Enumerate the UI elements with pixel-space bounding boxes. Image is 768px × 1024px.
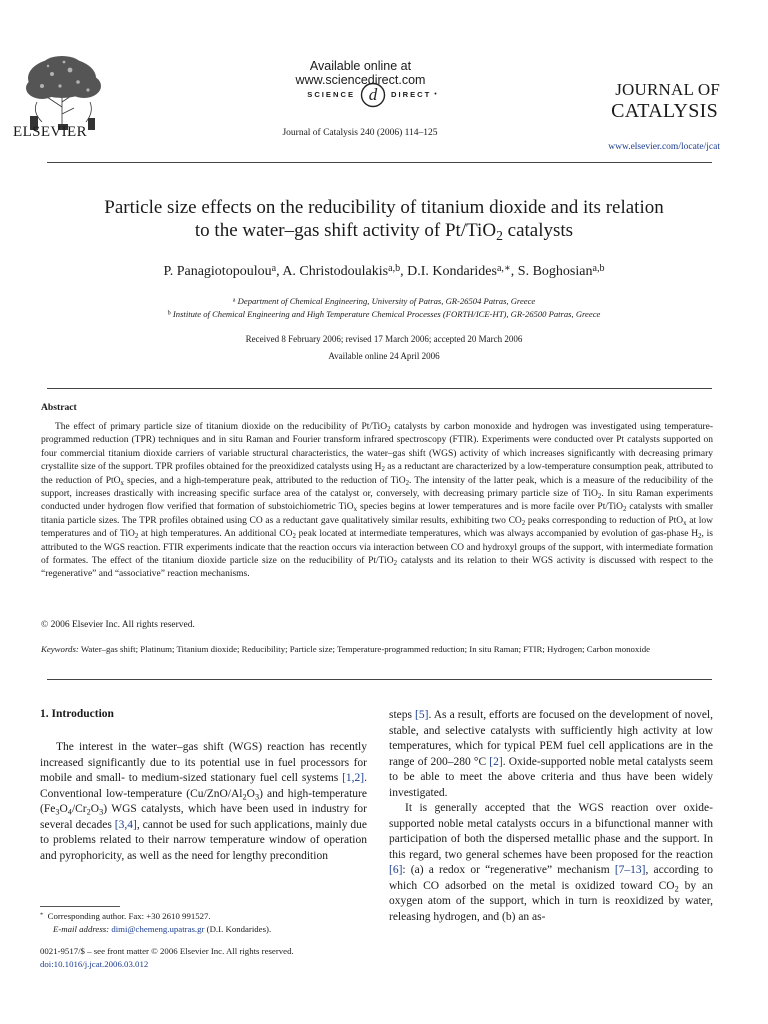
citation-link[interactable]: [1,2] <box>342 772 365 784</box>
title-line2: to the water–gas shift activity of Pt/TiO <box>194 220 497 241</box>
sd-mark: • <box>434 90 437 98</box>
title-rule <box>47 388 712 389</box>
author[interactable]: A. Christodoulakis$^{a,b}$ <box>282 262 401 279</box>
affiliation: $^b$ Institute of Chemical Engineering and High Temperature Chemical Processes (FORTH/ICE-HT), GR-26500 Patras, Greece <box>167 309 601 319</box>
sd-left-word: SCIENCE <box>307 89 356 99</box>
email-line: E-mail address: dimi@chemeng.upatras.gr (D.I. Kondarides). <box>53 923 272 934</box>
citation-link[interactable]: [3,4] <box>114 818 137 831</box>
abstract-paragraph: The effect of primary particle size of titanium dioxide on the reducibility of Pt/TiO$_2$ catalysts by carbon monoxide and hydrogen was investigated using temperature-programmed reduction (TPR) techniques and in situ Raman and Fourier transform infrared spectroscopy (FTIR). Experiments were conducted over Pt catalysts supported on four commercial titanium dioxide carriers of variable structural characteristics, the water–gas shift (WGS) activity of which increases significantly with decreasing primary crystallite size of the support. TPR profiles obtained for the preoxidized catalysts using $H_2$ as a reductant are characterized by a low-temperature consumption peak, attributed to the reduction of PtO$_x$ species, and a high-temperature peak, attributed to the reduction of TiO$_2$. The intensity of the latter peak, which is a measure of the reducibility of the support, increases drastically with increasing specific surface area of the catalyst or, conversely, with decreasing primary particle size of TiO$_2$. In situ Raman experiments conducted under hydrogen flow verified that formation of substoichiometric TiO$_x$ species begins at lower temperatures and is more facile over Pt/TiO$_2$ catalysts with smaller titania particle sizes. The TPR profiles obtained using CO as a reductant gave qualitatively similar results, exhibiting two $CO_2$ peaks corresponding to reduction of PtO$_x$ at low temperatures and of TiO$_2$ at high temperatures. An additional $CO_2$ peak located at intermediate temperatures, which was always accompanied by evolution of gas-phase $H_2$, is attributed to the WGS reaction. FTIR experiments indicate that the reaction occurs via interaction between CO and hydroxyl groups of the support, with intermediate formation of formates. The effect of the titanium dioxide particle size on the reducibility of Pt/TiO$_2$ catalysts and its relation to their WGS activity is discussed with respect to the “regenerative” and “associative” reaction mechanisms. <box>41 422 714 580</box>
article-dates <box>40 331 728 365</box>
journal-url-link[interactable]: www.elsevier.com/locate/jcat <box>608 142 720 152</box>
abstract-rule <box>47 679 712 680</box>
body-paragraph: It is generally accepted that the WGS reaction over oxide-supported noble metal catalysts occurs in a bifunctional manner with participation of both the dispersed metallic phase and the support. In this regard, two general schemes have been proposed for the reaction [6]: (a) a redox or “regenerative” mechanism [7–13], according to which CO adsorbed on the metal is oxidized toward $CO_2$ by an oxygen atom of the support, which in turn is reoxidized by water, releasing hydrogen, and (b) an as- <box>389 802 713 923</box>
journal-citation: Journal of Catalysis 240 (2006) 114–125 <box>282 128 438 138</box>
author-list: P. Panagiotopoulou$^a$, A. Christodoulakis$^{a,b}$, D.I. Kondarides$^{a,∗}$, S. Boghosian$^{a,b}$ <box>163 262 605 279</box>
available-online-text: Available online at www.sciencedirect.com <box>295 59 426 87</box>
abstract-copyright: © 2006 Elsevier Inc. All rights reserved. <box>41 620 195 630</box>
issn-line: 0021-9517/$ – see front matter © 2006 Elsevier Inc. All rights reserved. <box>40 946 294 956</box>
footnote-rule <box>40 906 120 907</box>
right-column <box>389 708 713 925</box>
affiliations <box>40 295 728 321</box>
title-line1: Particle size effects on the reducibility of titanium dioxide and its relation <box>104 197 664 218</box>
svg-text:d: d <box>368 85 378 104</box>
title-subscript: 2 <box>496 227 503 243</box>
publisher-name: ELSEVIER <box>13 124 88 140</box>
sd-right-word: DIRECT <box>391 89 432 99</box>
citation-link[interactable]: [5] <box>415 709 429 721</box>
citation-link[interactable]: [7–13] <box>614 864 646 876</box>
doi-link[interactable]: doi:10.1016/j.jcat.2006.03.012 <box>40 958 149 969</box>
corresponding-author: * Corresponding author. Fax: +30 2610 991527. <box>40 911 211 921</box>
elsevier-tree-logo <box>12 52 114 132</box>
front-matter <box>40 945 400 970</box>
article-title <box>40 196 728 242</box>
left-column <box>40 740 367 864</box>
keywords <box>41 643 713 656</box>
affiliation: $^a$ Department of Chemical Engineering, University of Patras, GR-26504 Patras, Greece <box>232 296 536 306</box>
citation-link[interactable]: [2] <box>489 755 503 768</box>
sd-at-icon <box>358 80 388 108</box>
journal-title-line1: JOURNAL OF <box>615 80 720 99</box>
keywords-label: Keywords: <box>41 644 79 654</box>
keywords-text: Water–gas shift; Platinum; Titanium dioxide; Reducibility; Particle size; Temperature-programmed reduction; In situ Raman; FTIR; Hydrogen; Carbon monoxide <box>78 644 651 654</box>
author[interactable]: S. Boghosian$^{a,b}$ <box>517 262 605 279</box>
received-dates: Received 8 February 2006; revised 17 March 2006; accepted 20 March 2006 <box>245 334 523 344</box>
sciencedirect-logo <box>272 79 472 109</box>
author[interactable]: P. Panagiotopoulou$^a$ <box>163 262 277 279</box>
available-date: Available online 24 April 2006 <box>328 351 440 361</box>
footnote <box>40 910 367 935</box>
email-link[interactable]: dimi@chemeng.upatras.gr <box>111 923 205 934</box>
citation-link[interactable]: [6] <box>389 864 403 876</box>
body-paragraph: The interest in the water–gas shift (WGS) reaction has recently increased significantly due to its potential use in fuel processors for mobile and small- to medium-sized stationary fuel cell systems [1,2]. Conventional low-temperature $(Cu/ZnO/Al_2O_3)$ and high-temperature $(Fe_3O_4/Cr_2O_3)$ WGS catalysts, which have been used in industry for several decades [3,4], cannot be used for such applications, mainly due to problems related to their narrow temperature window of operation and pyrophoricity, as well as the need for lengthy precondition <box>40 741 367 862</box>
abstract-heading: Abstract <box>41 402 77 413</box>
abstract-body <box>41 421 713 582</box>
section-heading: 1. Introduction <box>40 708 114 720</box>
author[interactable]: D.I. Kondarides$^{a,∗}$ <box>407 262 511 279</box>
title-line2-end: catalysts <box>502 220 574 241</box>
journal-title-line2: CATALYSIS <box>611 100 718 122</box>
header-rule <box>47 162 712 163</box>
body-paragraph: steps [5]. As a result, efforts are focused on the development of novel, stable, and selective catalysts with sufficiently high activity at low temperatures, which for typical PEM fuel cell applications are in the range of 200–280 °C [2]. Oxide-supported noble metal catalysts seem to be able to meet the above criteria and thus have been widely investigated. <box>389 709 714 799</box>
